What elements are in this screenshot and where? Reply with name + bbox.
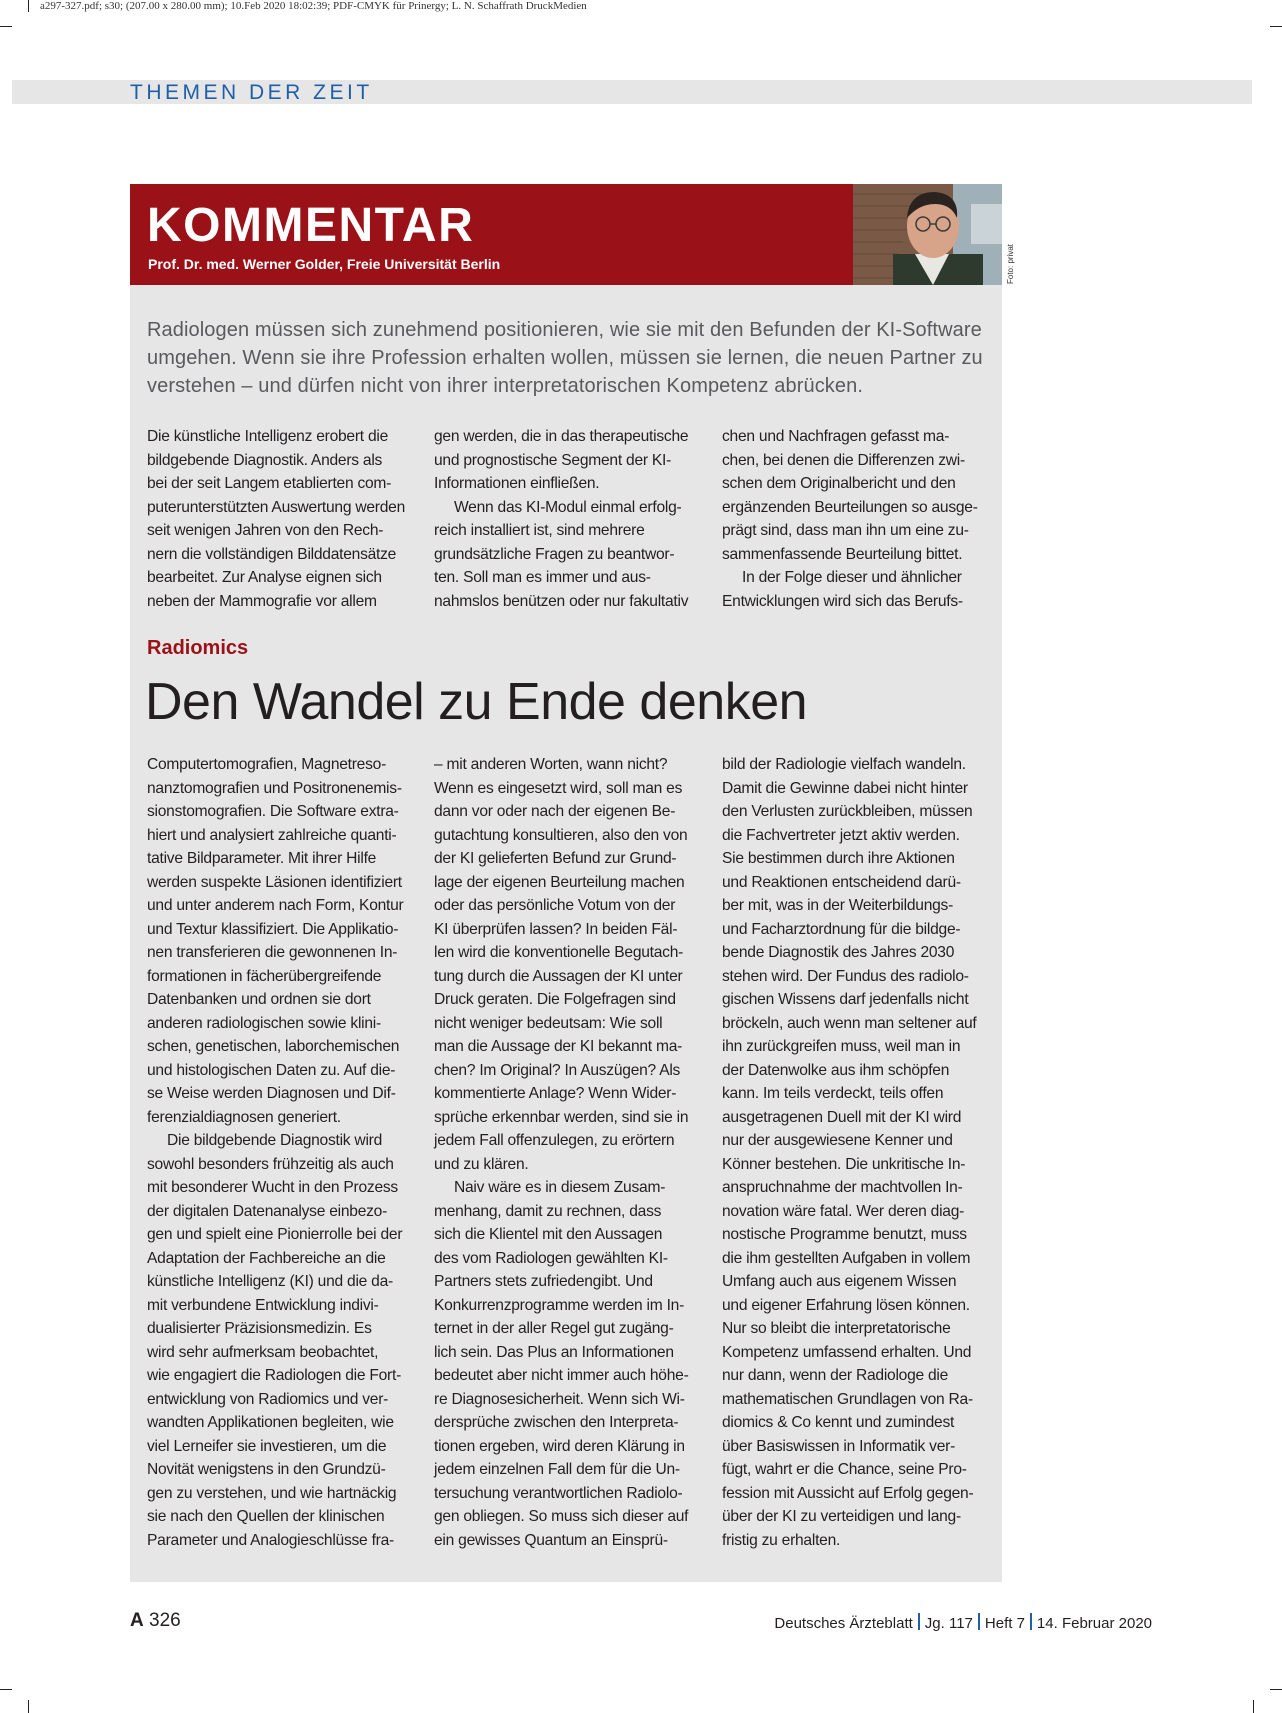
section-title: THEMEN DER ZEIT bbox=[130, 81, 373, 104]
page-number bbox=[130, 1609, 181, 1633]
journal-footer bbox=[774, 1613, 1152, 1634]
separator bbox=[918, 1613, 920, 1630]
crop-mark bbox=[1270, 1689, 1282, 1690]
photo-credit: Foto: privat bbox=[1006, 243, 1015, 284]
headline: Den Wandel zu Ende denken bbox=[145, 673, 808, 731]
lead-paragraph: Radiologen müssen sich zunehmend positionieren, wie sie mit den Befunden der KI-Software umgehen. Wenn sie ihre Profession erhalten wollen, müssen sie lernen, die neuen Partner zu verstehen – und dürfen nicht von ihrer interpretatorischen Kompetenz abrücken. bbox=[147, 319, 983, 397]
crop-mark bbox=[28, 1700, 29, 1713]
page-number-value: 326 bbox=[149, 1610, 181, 1631]
paragraph: gen werden, die in das therapeutische und prognostische Segment der KI- Informationen einfließen. bbox=[434, 428, 689, 492]
upper-column-1 bbox=[147, 425, 411, 613]
separator bbox=[1030, 1613, 1032, 1630]
kicker: Radiomics bbox=[147, 637, 249, 659]
paragraph: Wenn das KI-Modul einmal erfolg- reich installiert ist, sind mehrere grundsätzliche Fragen zu beantwor- ten. Soll man es immer und aus- nahmslos benützen oder nur fakultativ bbox=[434, 498, 689, 610]
page-prefix: A bbox=[130, 1610, 144, 1631]
crop-mark bbox=[28, 0, 29, 12]
paragraph: – mit anderen Worten, wann nicht? Wenn es eingesetzt wird, soll man es dann vor oder nach der eigenen Be- gutachtung konsultieren, also den von der KI gelieferten Befund zur Grund- lage der eigenen Beurteilung machen oder das persönliche Votum von der KI überprüfen lassen? In beiden Fäl- len wird die konventionelle Begutach- tung durch die Aussagen der KI unter Druck geraten. Die Folgefragen sind nicht weniger bedeutsam: Wie soll man die Aussage der KI bekannt ma- chen? Im Original? In Auszügen? Als kommentierte Anlage? Wenn Wider- sprüche erkennbar werden, sind sie in jedem Fall offenzulegen, zu erörtern und zu klären. bbox=[434, 756, 689, 1173]
print-info: a297-327.pdf; s30; (207.00 x 280.00 mm); 10.Feb 2020 18:02:39; PDF-CMYK für Prinergy; L. N. Schaffrath DruckMedien bbox=[40, 0, 587, 12]
upper-column-2 bbox=[434, 425, 698, 613]
lower-column-1 bbox=[147, 753, 411, 1552]
paragraph: Die künstliche Intelligenz erobert die bildgebende Diagnostik. Anders als bei der seit Langem etablierten com- puterunterstützten Auswertung werden seit wenigen Jahren von den Rech- nern die vollständigen Bilddatensätze bearbeitet. Zur Analyse eignen sich neben der Mammografie vor allem bbox=[147, 428, 405, 610]
lower-column-2 bbox=[434, 753, 698, 1552]
journal-volume: Jg. 117 bbox=[924, 1615, 973, 1632]
paragraph: chen und Nachfragen gefasst ma- chen, bei denen die Differenzen zwi- schen dem Originalbericht und den ergänzenden Beurteilungen so ausge- prägt sind, dass man ihn um eine zu- sammenfassende Beurteilung bittet. bbox=[722, 428, 978, 563]
paragraph: bild der Radiologie vielfach wandeln. Damit die Gewinne dabei nicht hinter den Verlusten zurückbleiben, müssen die Fachvertreter jetzt aktiv werden. Sie bestimmen durch ihre Aktionen und Reaktionen entscheidend darü- ber mit, was in der Weiterbildungs- und Facharztordnung für die bildge- bende Diagnostik des Jahres 2030 stehen wird. Der Fundus des radiolo- gischen Wissens darf jedenfalls nicht bröckeln, auch wenn man seltener auf ihn zurückgreifen muss, weil man in der Datenwolke aus ihm schöpfen kann. Im teils verdeckt, teils offen ausgetragenen Duell mit der KI wird nur der ausgewiesene Kenner und Könner bestehen. Die unkritische In- anspruchnahme der machtvollen In- novation wäre fatal. Wer deren diag- nostische Programme benutzt, muss die ihm gestellten Aufgaben in vollem Umfang auch aus eigenem Wissen und eigener Erfahrung lösen können. Nur so bleibt die interpretatorische Kompetenz umfassend erhalten. Und nur dann, wenn der Radiologe die mathematischen Grundlagen von Ra- diomics & Co kennt und zumindest über Basiswissen in Informatik ver- fügt, wahrt er die Chance, seine Pro- fession mit Aussicht auf Erfolg gegen- über der KI zu verteidigen und lang- fristig zu erhalten. bbox=[722, 756, 977, 1549]
paragraph: Computertomografien, Magnetreso- nanztomografien und Positronenemis- sionstomografien. Die Software extra- hiert und analysiert zahlreiche quanti- tative Bildparameter. Mit ihrer Hilfe werden suspekte Läsionen identifiziert und unter anderem nach Form, Kontur und Textur klassifiziert. Die Applikatio- nen transferieren die gewonnenen In- formationen in fächerübergreifende Datenbanken und ordnen sie dort anderen radiologischen sowie klini- schen, genetischen, laborchemischen und histologischen Daten zu. Auf die- se Weise werden Diagnosen und Dif- ferenzialdiagnosen generiert. bbox=[147, 756, 404, 1126]
journal-name: Deutsches Ärzteblatt bbox=[774, 1615, 913, 1632]
author-photo bbox=[853, 184, 1002, 285]
author-line: Prof. Dr. med. Werner Golder, Freie Universität Berlin bbox=[148, 256, 501, 272]
journal-issue: Heft 7 bbox=[984, 1615, 1025, 1632]
paragraph: Die bildgebende Diagnostik wird sowohl besonders frühzeitig als auch mit besonderer Wucht in den Prozess der digitalen Datenanalyse einbezo- gen und spielt eine Pionierrolle bei der Adaptation der Fachbereiche an die künstliche Intelligenz (KI) und die da- mit verbundene Entwicklung indivi- dualisierter Präzisionsmedizin. Es wird sehr aufmerksam beobachtet, wie engagiert die Radiologen die Fort- entwicklung von Radiomics und ver- wandten Applikationen begleiten, wie viel Lerneifer sie investieren, um die Novität wenigstens in den Grundzü- gen zu verstehen, und wie hartnäckig sie nach den Quellen der klinischen Parameter und Analogieschlüsse fra- bbox=[147, 1132, 403, 1549]
crop-mark bbox=[1270, 26, 1282, 27]
upper-column-3 bbox=[722, 425, 986, 613]
crop-mark bbox=[1253, 1700, 1254, 1713]
paragraph: In der Folge dieser und ähnlicher Entwicklungen wird sich das Berufs- bbox=[722, 569, 963, 610]
separator bbox=[978, 1613, 980, 1630]
commentary-label: KOMMENTAR bbox=[147, 199, 475, 252]
crop-mark bbox=[0, 26, 12, 27]
lower-column-3 bbox=[722, 753, 986, 1552]
crop-mark bbox=[0, 1689, 12, 1690]
paragraph: Naiv wäre es in diesem Zusam- menhang, damit zu rechnen, dass sich die Klientel mit den Aussagen des vom Radiologen gewählten KI- Partners stets zufriedengibt. Und Konkurrenzprogramme werden im In- ternet in der aller Regel gut zugäng- lich sein. Das Plus an Informationen bedeutet aber nicht immer auch höhe- re Diagnosesicherheit. Wenn sich Wi- dersprüche zwischen den Interpreta- tionen ergeben, wird deren Klärung in jedem einzelnen Fall dem für die Un- tersuchung verantwortlichen Radiolo- gen obliegen. So muss sich dieser auf ein gewisses Quantum an Einsprü- bbox=[434, 1179, 689, 1549]
journal-date: 14. Februar 2020 bbox=[1036, 1615, 1152, 1632]
